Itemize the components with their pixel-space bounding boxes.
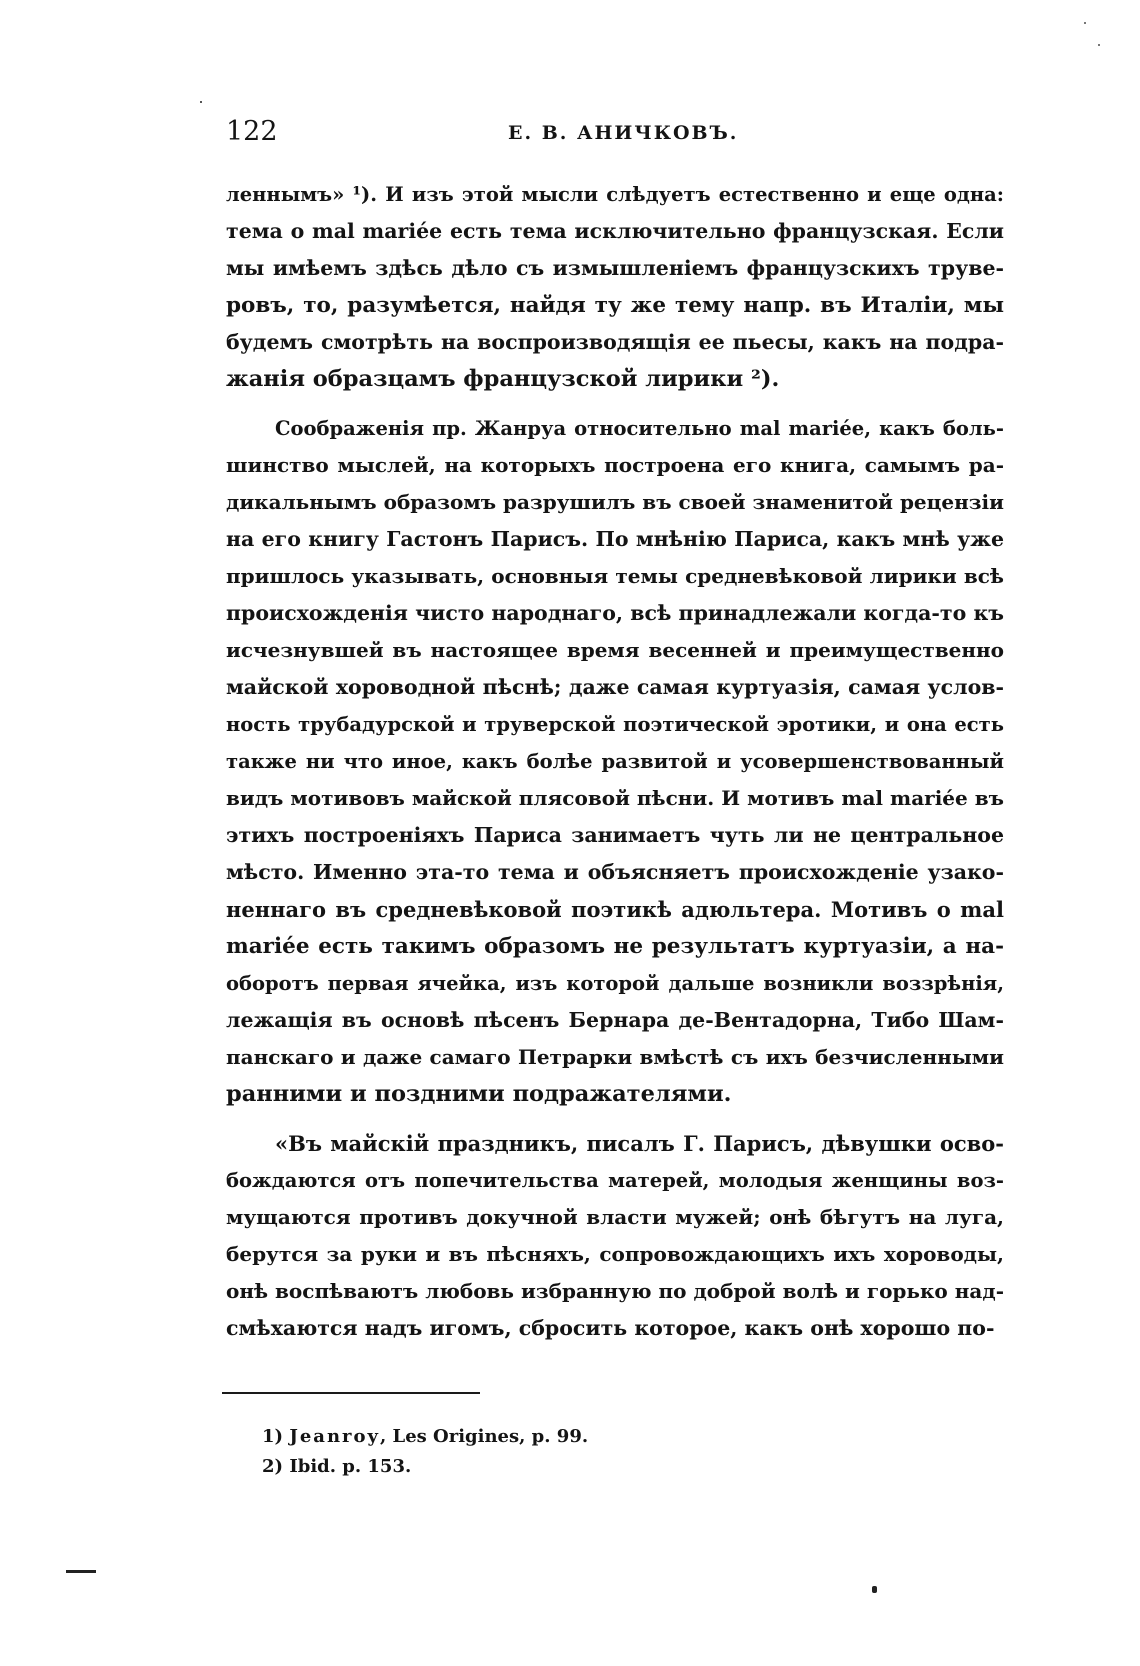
text-line: смѣхаются надъ игомъ, сбросить которое, какъ онѣ хорошо по-	[226, 1316, 995, 1340]
scan-speck	[200, 101, 202, 103]
text-line: исчезнувшей въ настоящее время весенней и преимущественно	[226, 638, 1004, 662]
paragraph	[226, 410, 1004, 1113]
running-head: Е. В. АНИЧКОВЪ.	[508, 122, 739, 144]
footnotes	[262, 1422, 862, 1482]
text-line: пришлось указывать, основныя темы средневѣковой лирики всѣ	[226, 564, 1004, 588]
text-line: жанія образцамъ французской лирики ²).	[226, 366, 780, 392]
text-line: оборотъ первая ячейка, изъ которой дальше возникли воззрѣнія,	[226, 972, 1004, 995]
paragraph	[226, 1125, 1004, 1347]
text-line: лежащія въ основѣ пѣсенъ Бернара де-Вентадорна, Тибо Шам-	[226, 1008, 1004, 1032]
text-line: Соображенія пр. Жанруа относительно mal mariée, какъ боль-	[275, 417, 1004, 440]
paragraph	[226, 176, 1004, 398]
footnote-rule	[222, 1392, 480, 1394]
text-line: также ни что иное, какъ болѣе развитой и усовершенствованный	[226, 750, 1004, 773]
text-line: неннаго въ средневѣковой поэтикѣ адюльтера. Мотивъ о mal	[226, 897, 1004, 922]
footnote	[262, 1422, 862, 1452]
page-header	[226, 114, 1006, 150]
text-line: тема о mal mariée есть тема исключительно французская. Если	[226, 219, 1004, 243]
text-line: будемъ смотрѣть на воспроизводящія ее пьесы, какъ на подра-	[226, 330, 1004, 354]
text-line: «Въ майскій праздникъ, писалъ Г. Парисъ, дѣвушки осво-	[275, 1131, 1004, 1156]
footnote-mark: 2)	[262, 1456, 284, 1477]
footnote	[262, 1452, 862, 1482]
scan-speck	[1098, 44, 1100, 46]
scan-mark-dot	[872, 1586, 877, 1593]
text-line: онѣ воспѣваютъ любовь избранную по доброй волѣ и горько над-	[226, 1279, 1004, 1303]
text-line: ранними и поздними подражателями.	[226, 1081, 732, 1107]
text-line: мѣсто. Именно эта-то тема и объясняетъ происхожденіе узако-	[226, 860, 1004, 884]
text-line: этихъ построеніяхъ Париса занимаетъ чуть ли не центральное	[226, 823, 1004, 847]
footnote-author: Jeanroy	[289, 1426, 380, 1447]
footnote-text: Ibid. p. 153.	[289, 1456, 412, 1477]
body-text	[226, 176, 1004, 1347]
footnote-mark: 1)	[262, 1426, 284, 1447]
text-line: ность трубадурской и труверской поэтической эротики, и она есть	[226, 713, 1004, 736]
text-line: происхожденія чисто народнаго, всѣ принадлежали когда-то къ	[226, 601, 1004, 625]
text-line: майской хороводной пѣснѣ; даже самая куртуазія, самая услов-	[226, 675, 1004, 699]
text-line: бождаются отъ попечительства матерей, молодыя женщины воз-	[226, 1169, 1004, 1192]
text-line: mariée есть такимъ образомъ не результатъ куртуазіи, а на-	[226, 934, 1004, 959]
footnote-text: , Les Origines, p. 99.	[380, 1426, 589, 1447]
text-line: видъ мотивовъ майской плясовой пѣсни. И мотивъ mal mariée въ	[226, 786, 1004, 810]
page-number: 122	[226, 116, 278, 147]
text-line: берутся за руки и въ пѣсняхъ, сопровождающихъ ихъ хороводы,	[226, 1242, 1004, 1266]
text-line: дикальнымъ образомъ разрушилъ въ своей знаменитой рецензіи	[226, 490, 1004, 514]
text-line: шинство мыслей, на которыхъ построена его книга, самымъ ра-	[226, 453, 1004, 477]
text-line: ровъ, то, разумѣется, найдя ту же тему напр. въ Италіи, мы	[226, 293, 1004, 318]
text-line: мущаются противъ докучной власти мужей; онѣ бѣгутъ на луга,	[226, 1205, 1004, 1229]
text-line: на его книгу Гастонъ Парисъ. По мнѣнію Париса, какъ мнѣ уже	[226, 527, 1004, 551]
scan-mark-dash	[66, 1570, 96, 1573]
scan-speck	[1084, 22, 1086, 24]
text-line: панскаго и даже самаго Петрарки вмѣстѣ съ ихъ безчисленными	[226, 1045, 1004, 1069]
text-line: мы имѣемъ здѣсь дѣло съ измышленіемъ французскихъ труве-	[226, 256, 1004, 280]
text-line: леннымъ» ¹). И изъ этой мысли слѣдуетъ естественно и еще одна:	[226, 183, 1004, 206]
